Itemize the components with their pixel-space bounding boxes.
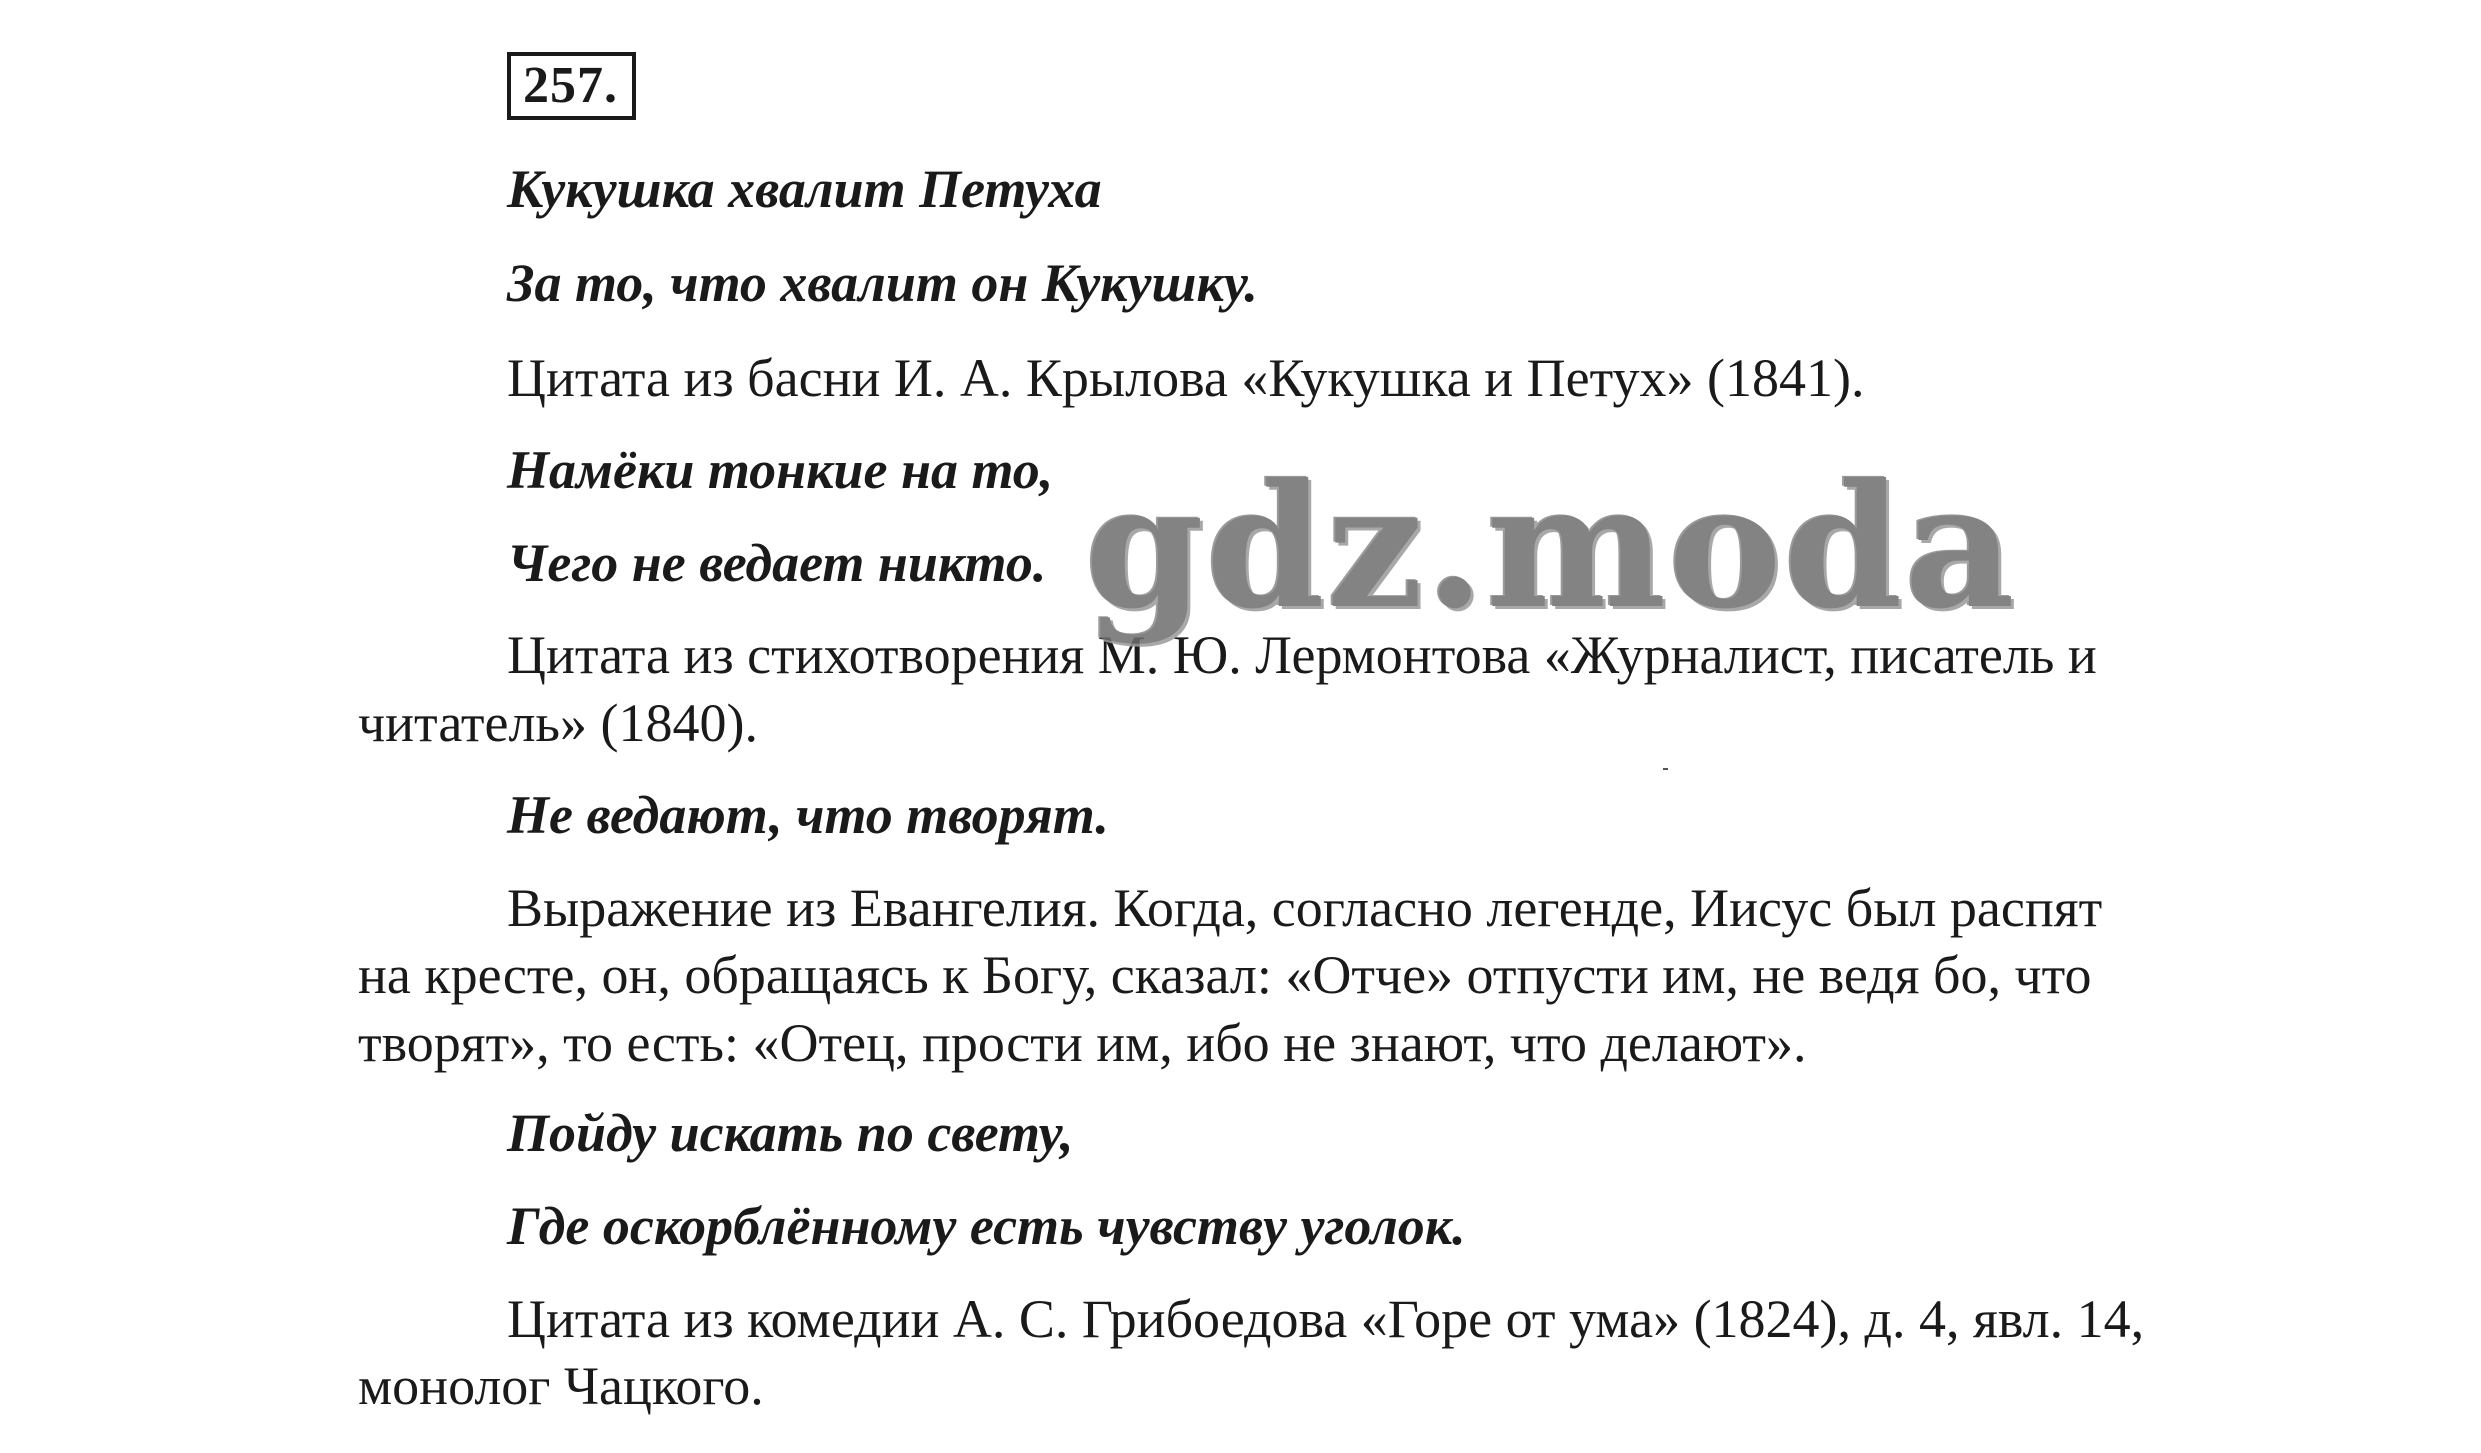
task-number-box bbox=[507, 52, 636, 120]
quote-line: Не ведают, что творят. bbox=[507, 785, 1109, 845]
quote-line: Где оскорблённому есть чувству уголок. bbox=[507, 1196, 1466, 1256]
comment-line: монолог Чацкого. bbox=[358, 1356, 764, 1416]
comment-line: Выражение из Евангелия. Когда, согласно легенде, Иисус был распят bbox=[507, 878, 2103, 938]
comment-line: читатель» (1840). bbox=[358, 693, 758, 753]
quote-line: Кукушка хвалит Петуха bbox=[507, 159, 1102, 219]
task-number: 257. bbox=[523, 57, 618, 114]
comment-line: Цитата из стихотворения М. Ю. Лермонтова «Журналист, писатель и bbox=[507, 625, 2097, 685]
comment-line: Цитата из комедии А. С. Грибоедова «Горе от ума» (1824), д. 4, явл. 14, bbox=[507, 1289, 2145, 1349]
quote-line: Намёки тонкие на то, bbox=[507, 440, 1054, 500]
quote-line: Пойду искать по свету, bbox=[507, 1103, 1074, 1163]
quote-line: Чего не ведает никто. bbox=[507, 533, 1047, 593]
comment-line: на кресте, он, обращаясь к Богу, сказал: «Отче» отпусти им, не ведя бо, что bbox=[358, 945, 2092, 1005]
watermark-logo: gdz.moda bbox=[1085, 447, 2017, 647]
quote-line: За то, что хвалит он Кукушку. bbox=[507, 253, 1258, 313]
comment-line: творят», то есть: «Отец, прости им, ибо не знают, что делают». bbox=[358, 1013, 1807, 1073]
comment-line: Цитата из басни И. А. Крылова «Кукушка и Петух» (1841). bbox=[507, 348, 1865, 408]
scan-speck bbox=[1663, 768, 1668, 770]
